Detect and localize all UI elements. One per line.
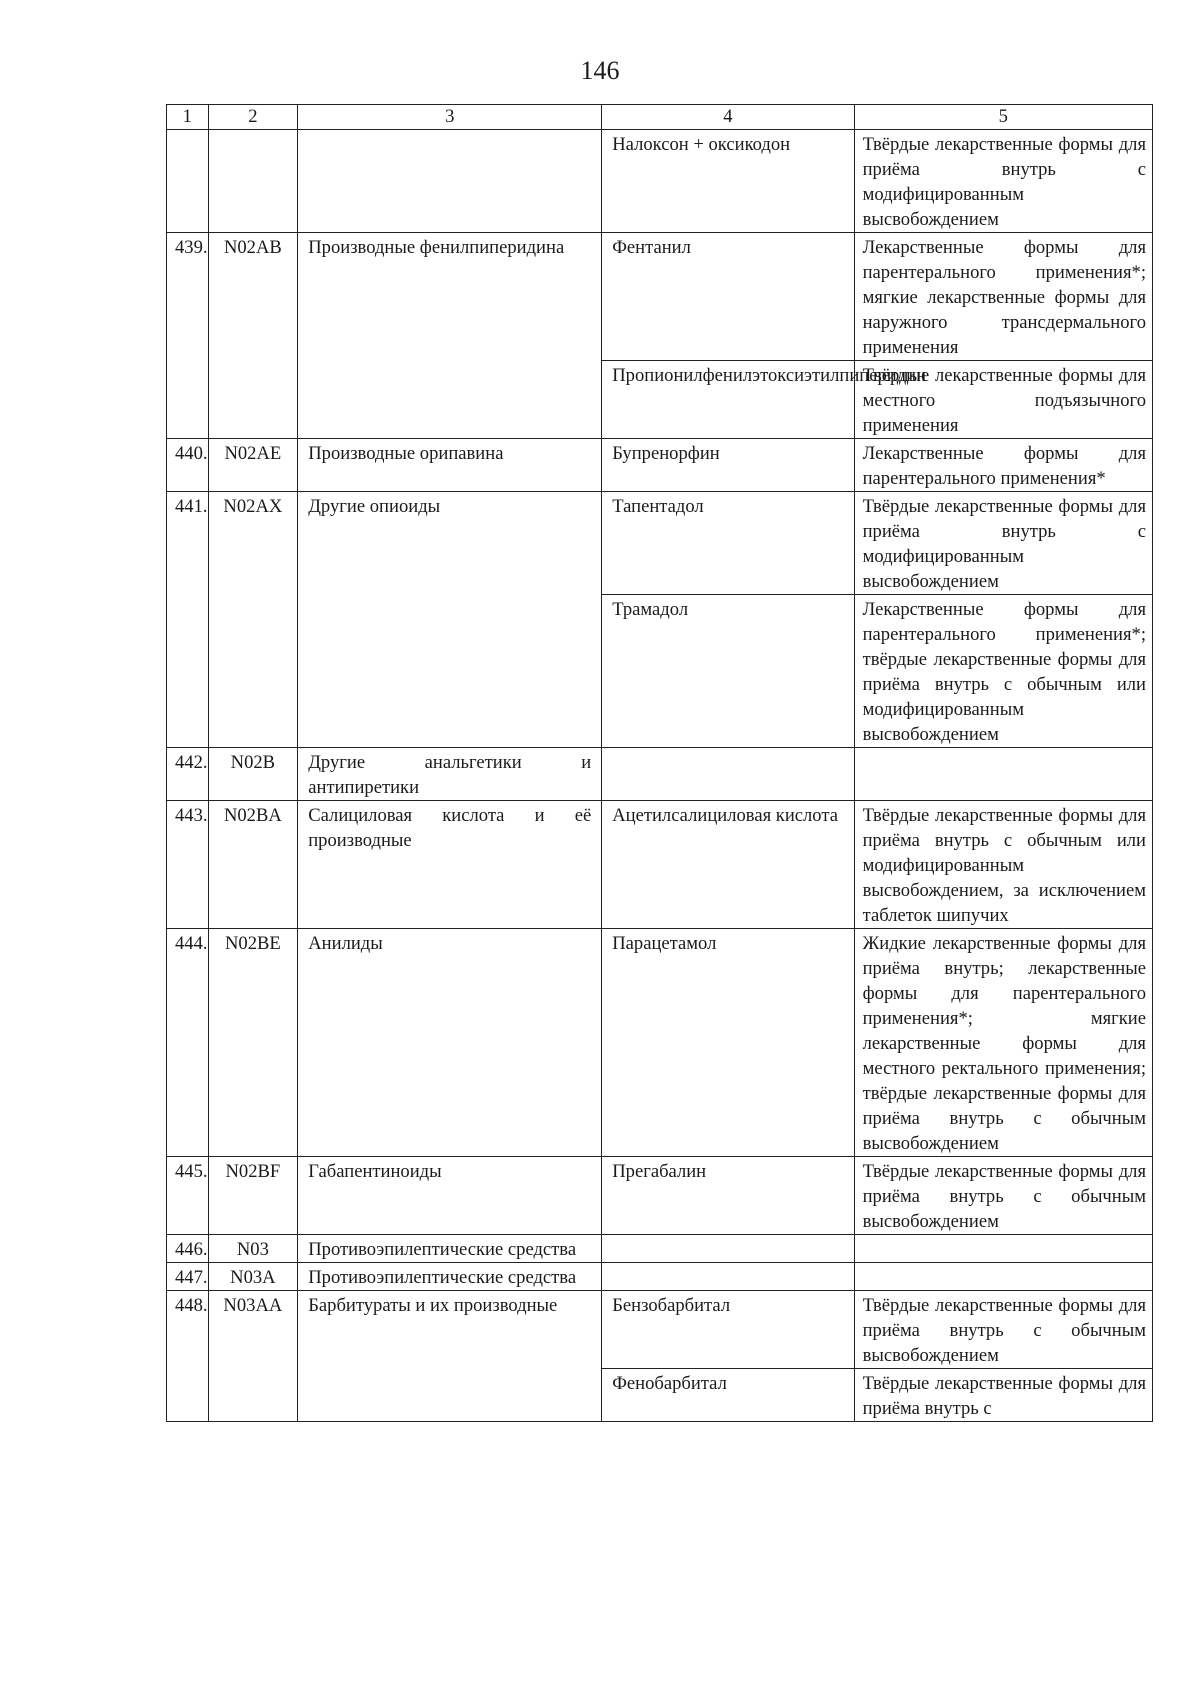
page-number: 146 — [580, 56, 620, 85]
group-name-cell: Барбитураты и их производные — [298, 1291, 602, 1422]
row-number-cell: 448. — [167, 1291, 209, 1422]
group-name-cell: Другие опиоиды — [298, 492, 602, 748]
dosage-form-cell: Твёрдые лекарственные формы для приёма внутрь с обычным высвобождением — [854, 1157, 1152, 1235]
dosage-form-cell: Лекарственные формы для парентерального применения* — [854, 439, 1152, 492]
atc-code-cell: N03A — [208, 1263, 298, 1291]
dosage-form-cell: Твёрдые лекарственные формы для местного подъязычного применения — [854, 361, 1152, 439]
dosage-form-cell: Твёрдые лекарственные формы для приёма внутрь с модифицированным высвобождением — [854, 130, 1152, 233]
group-name-cell: Другие анальгетики и антипиретики — [298, 748, 602, 801]
atc-code-cell — [208, 130, 298, 233]
group-name-cell — [298, 130, 602, 233]
table-row — [167, 492, 1153, 595]
dosage-form-cell: Твёрдые лекарственные формы для приёма внутрь с обычным или модифицированным высвобождением, за исключением таблеток шипучих — [854, 801, 1152, 929]
row-number-cell: 441. — [167, 492, 209, 748]
drug-name-cell — [602, 1235, 854, 1263]
drug-name-cell: Пропионилфенилэтоксиэтилпиперидин — [602, 361, 854, 439]
table-row — [167, 1157, 1153, 1235]
table-row — [167, 439, 1153, 492]
drug-name-cell: Прегабалин — [602, 1157, 854, 1235]
row-number-cell: 445. — [167, 1157, 209, 1235]
drug-name-cell: Фентанил — [602, 233, 854, 361]
drug-name-cell: Парацетамол — [602, 929, 854, 1157]
atc-code-cell: N02BA — [208, 801, 298, 929]
group-name-cell: Салициловая кислота и её производные — [298, 801, 602, 929]
column-header-2: 2 — [208, 105, 298, 130]
drug-name-cell — [602, 748, 854, 801]
row-number-cell: 442. — [167, 748, 209, 801]
column-header-4: 4 — [602, 105, 854, 130]
atc-code-cell: N03AA — [208, 1291, 298, 1422]
column-header-1: 1 — [167, 105, 209, 130]
drug-name-cell: Ацетилсалициловая кислота — [602, 801, 854, 929]
atc-code-cell: N03 — [208, 1235, 298, 1263]
dosage-form-cell: Жидкие лекарственные формы для приёма внутрь; лекарственные формы для парентерального применения*; мягкие лекарственные формы для местного ректального применения; твёрдые лекарственные формы для приёма внутрь с обычным высвобождением — [854, 929, 1152, 1157]
drug-name-cell: Бензобарбитал — [602, 1291, 854, 1369]
drug-name-cell — [602, 1263, 854, 1291]
row-number-cell: 447. — [167, 1263, 209, 1291]
atc-code-cell: N02AX — [208, 492, 298, 748]
row-number-cell: 439. — [167, 233, 209, 439]
table-row — [167, 1263, 1153, 1291]
table-row — [167, 1235, 1153, 1263]
drug-name-cell: Бупренорфин — [602, 439, 854, 492]
table-row — [167, 130, 1153, 233]
column-header-3: 3 — [298, 105, 602, 130]
dosage-form-cell: Лекарственные формы для парентерального применения*; мягкие лекарственные формы для наружного трансдермального применения — [854, 233, 1152, 361]
dosage-form-cell — [854, 1263, 1152, 1291]
row-number-cell: 444. — [167, 929, 209, 1157]
group-name-cell: Противоэпилептические средства — [298, 1263, 602, 1291]
column-header-5: 5 — [854, 105, 1152, 130]
table-row — [167, 929, 1153, 1157]
table-row — [167, 748, 1153, 801]
group-name-cell: Противоэпилептические средства — [298, 1235, 602, 1263]
row-number-cell: 446. — [167, 1235, 209, 1263]
row-number-cell — [167, 130, 209, 233]
atc-code-cell: N02AE — [208, 439, 298, 492]
table-row — [167, 1291, 1153, 1369]
dosage-form-cell: Твёрдые лекарственные формы для приёма внутрь с — [854, 1369, 1152, 1422]
group-name-cell: Производные фенилпиперидина — [298, 233, 602, 439]
column-number-row — [167, 105, 1153, 130]
group-name-cell: Габапентиноиды — [298, 1157, 602, 1235]
table-row — [167, 801, 1153, 929]
row-number-cell: 440. — [167, 439, 209, 492]
atc-code-cell: N02B — [208, 748, 298, 801]
atc-code-cell: N02BE — [208, 929, 298, 1157]
row-number-cell: 443. — [167, 801, 209, 929]
drug-name-cell: Трамадол — [602, 595, 854, 748]
atc-code-cell: N02BF — [208, 1157, 298, 1235]
drug-name-cell: Тапентадол — [602, 492, 854, 595]
dosage-form-cell — [854, 1235, 1152, 1263]
group-name-cell: Анилиды — [298, 929, 602, 1157]
dosage-form-cell: Твёрдые лекарственные формы для приёма внутрь с модифицированным высвобождением — [854, 492, 1152, 595]
dosage-form-cell: Твёрдые лекарственные формы для приёма внутрь с обычным высвобождением — [854, 1291, 1152, 1369]
dosage-form-cell — [854, 748, 1152, 801]
group-name-cell: Производные орипавина — [298, 439, 602, 492]
drug-list-table — [166, 104, 1153, 1422]
dosage-form-cell: Лекарственные формы для парентерального применения*; твёрдые лекарственные формы для приёма внутрь с обычным или модифицированным высвобождением — [854, 595, 1152, 748]
table-row — [167, 233, 1153, 361]
drug-name-cell: Фенобарбитал — [602, 1369, 854, 1422]
drug-name-cell: Налоксон + оксикодон — [602, 130, 854, 233]
atc-code-cell: N02AB — [208, 233, 298, 439]
